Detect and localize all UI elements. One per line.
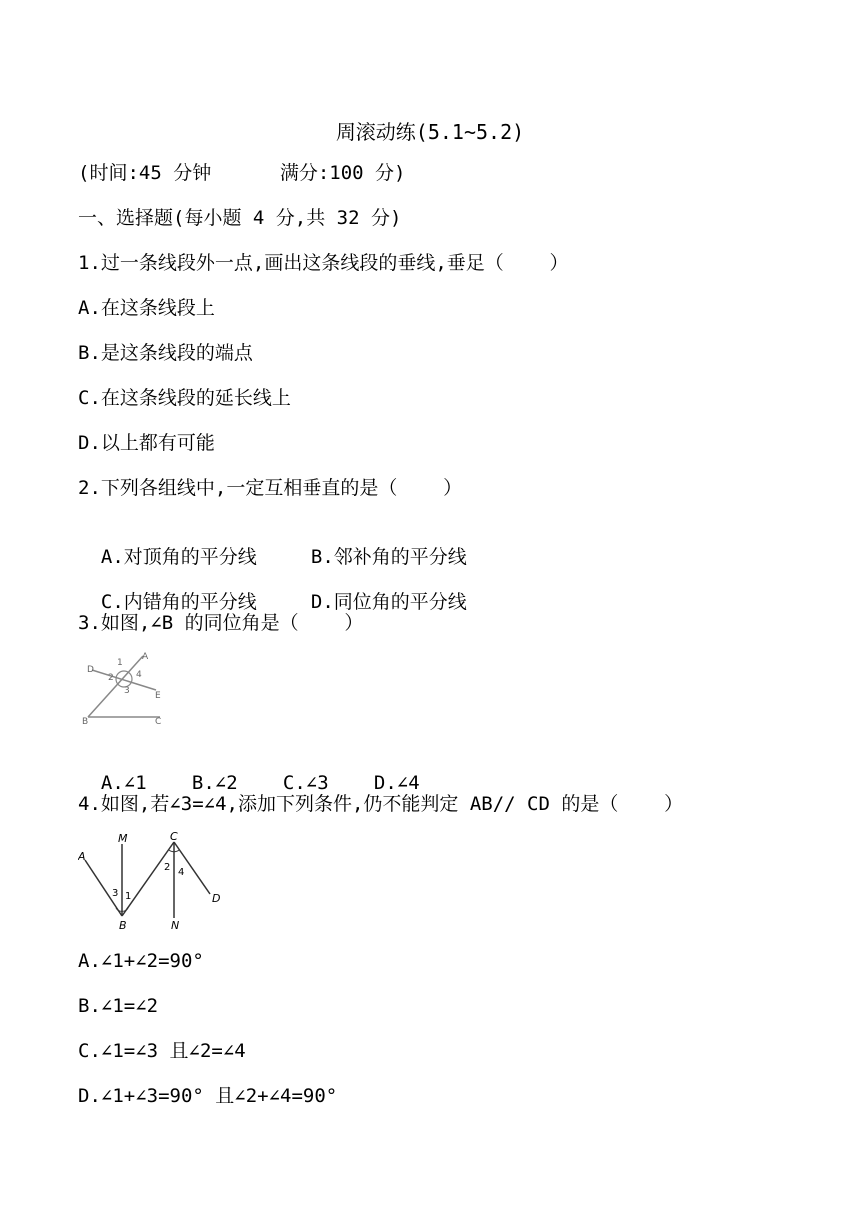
question-4-option-d: D.∠1+∠3=90° 且∠2+∠4=90° [78, 1085, 338, 1107]
question-3-options [78, 747, 420, 795]
fig3-label-c: C [155, 717, 162, 726]
fig4-angle-1: 1 [125, 891, 132, 902]
question-2-stem: 2.下列各组线中,一定互相垂直的是（ ） [78, 477, 463, 499]
question-2-option-b: B.邻补角的平分线 [310, 546, 467, 568]
question-3-stem: 3.如图,∠B 的同位角是（ ） [78, 612, 364, 634]
question-3-option-c: C.∠3 [282, 772, 329, 794]
question-1-stem: 1.过一条线段外一点,画出这条线段的垂线,垂足（ ） [78, 252, 569, 274]
question-3-figure [78, 650, 168, 726]
fig3-angle-2: 2 [108, 673, 114, 683]
fig3-label-b: B [82, 717, 89, 726]
question-4-option-b: B.∠1=∠2 [78, 995, 159, 1017]
fig3-label-d: D [87, 665, 94, 675]
section-heading: 一、选择题(每小题 4 分,共 32 分) [78, 207, 402, 229]
question-4-option-c: C.∠1=∠3 且∠2=∠4 [78, 1040, 246, 1062]
question-2-option-a: A.对顶角的平分线 [100, 546, 257, 568]
fig4-label-a: A [78, 850, 86, 863]
fig4-angle-2: 2 [164, 862, 171, 873]
fig4-label-m: M [118, 832, 128, 845]
question-2-options-row-2 [78, 566, 467, 614]
question-1-option-c: C.在这条线段的延长线上 [78, 387, 291, 409]
fig4-angle-4: 4 [178, 867, 185, 878]
question-2-option-c: C.内错角的平分线 [100, 591, 257, 613]
question-1-option-b: B.是这条线段的端点 [78, 342, 253, 364]
question-2-options-row-1 [78, 521, 467, 569]
fig3-angle-1: 1 [117, 658, 123, 668]
question-1-option-d: D.以上都有可能 [78, 432, 215, 454]
fig3-label-e: E [155, 691, 161, 701]
page-title: 周滚动练(5.1~5.2) [335, 120, 525, 144]
question-4-stem: 4.如图,若∠3=∠4,添加下列条件,仍不能判定 AB// CD 的是（ ） [78, 793, 684, 815]
line-bc [122, 842, 174, 916]
exam-meta: (时间:45 分钟 满分:100 分) [78, 162, 406, 184]
fig4-label-b: B [119, 919, 127, 930]
question-3-option-d: D.∠4 [373, 772, 420, 794]
fig4-label-n: N [171, 919, 180, 930]
fig4-label-c: C [170, 830, 178, 843]
fig4-angle-3: 3 [112, 888, 119, 899]
fig3-angle-3: 3 [124, 686, 130, 696]
question-2-option-d: D.同位角的平分线 [310, 591, 467, 613]
fig4-label-d: D [212, 892, 221, 905]
line-ba [88, 656, 143, 717]
question-4-figure [78, 830, 228, 930]
fig3-angle-4: 4 [136, 670, 142, 680]
question-1-option-a: A.在这条线段上 [78, 297, 215, 319]
question-3-option-b: B.∠2 [191, 772, 238, 794]
fig3-label-a: A [142, 652, 149, 662]
question-3-option-a: A.∠1 [100, 772, 147, 794]
question-4-option-a: A.∠1+∠2=90° [78, 950, 204, 972]
